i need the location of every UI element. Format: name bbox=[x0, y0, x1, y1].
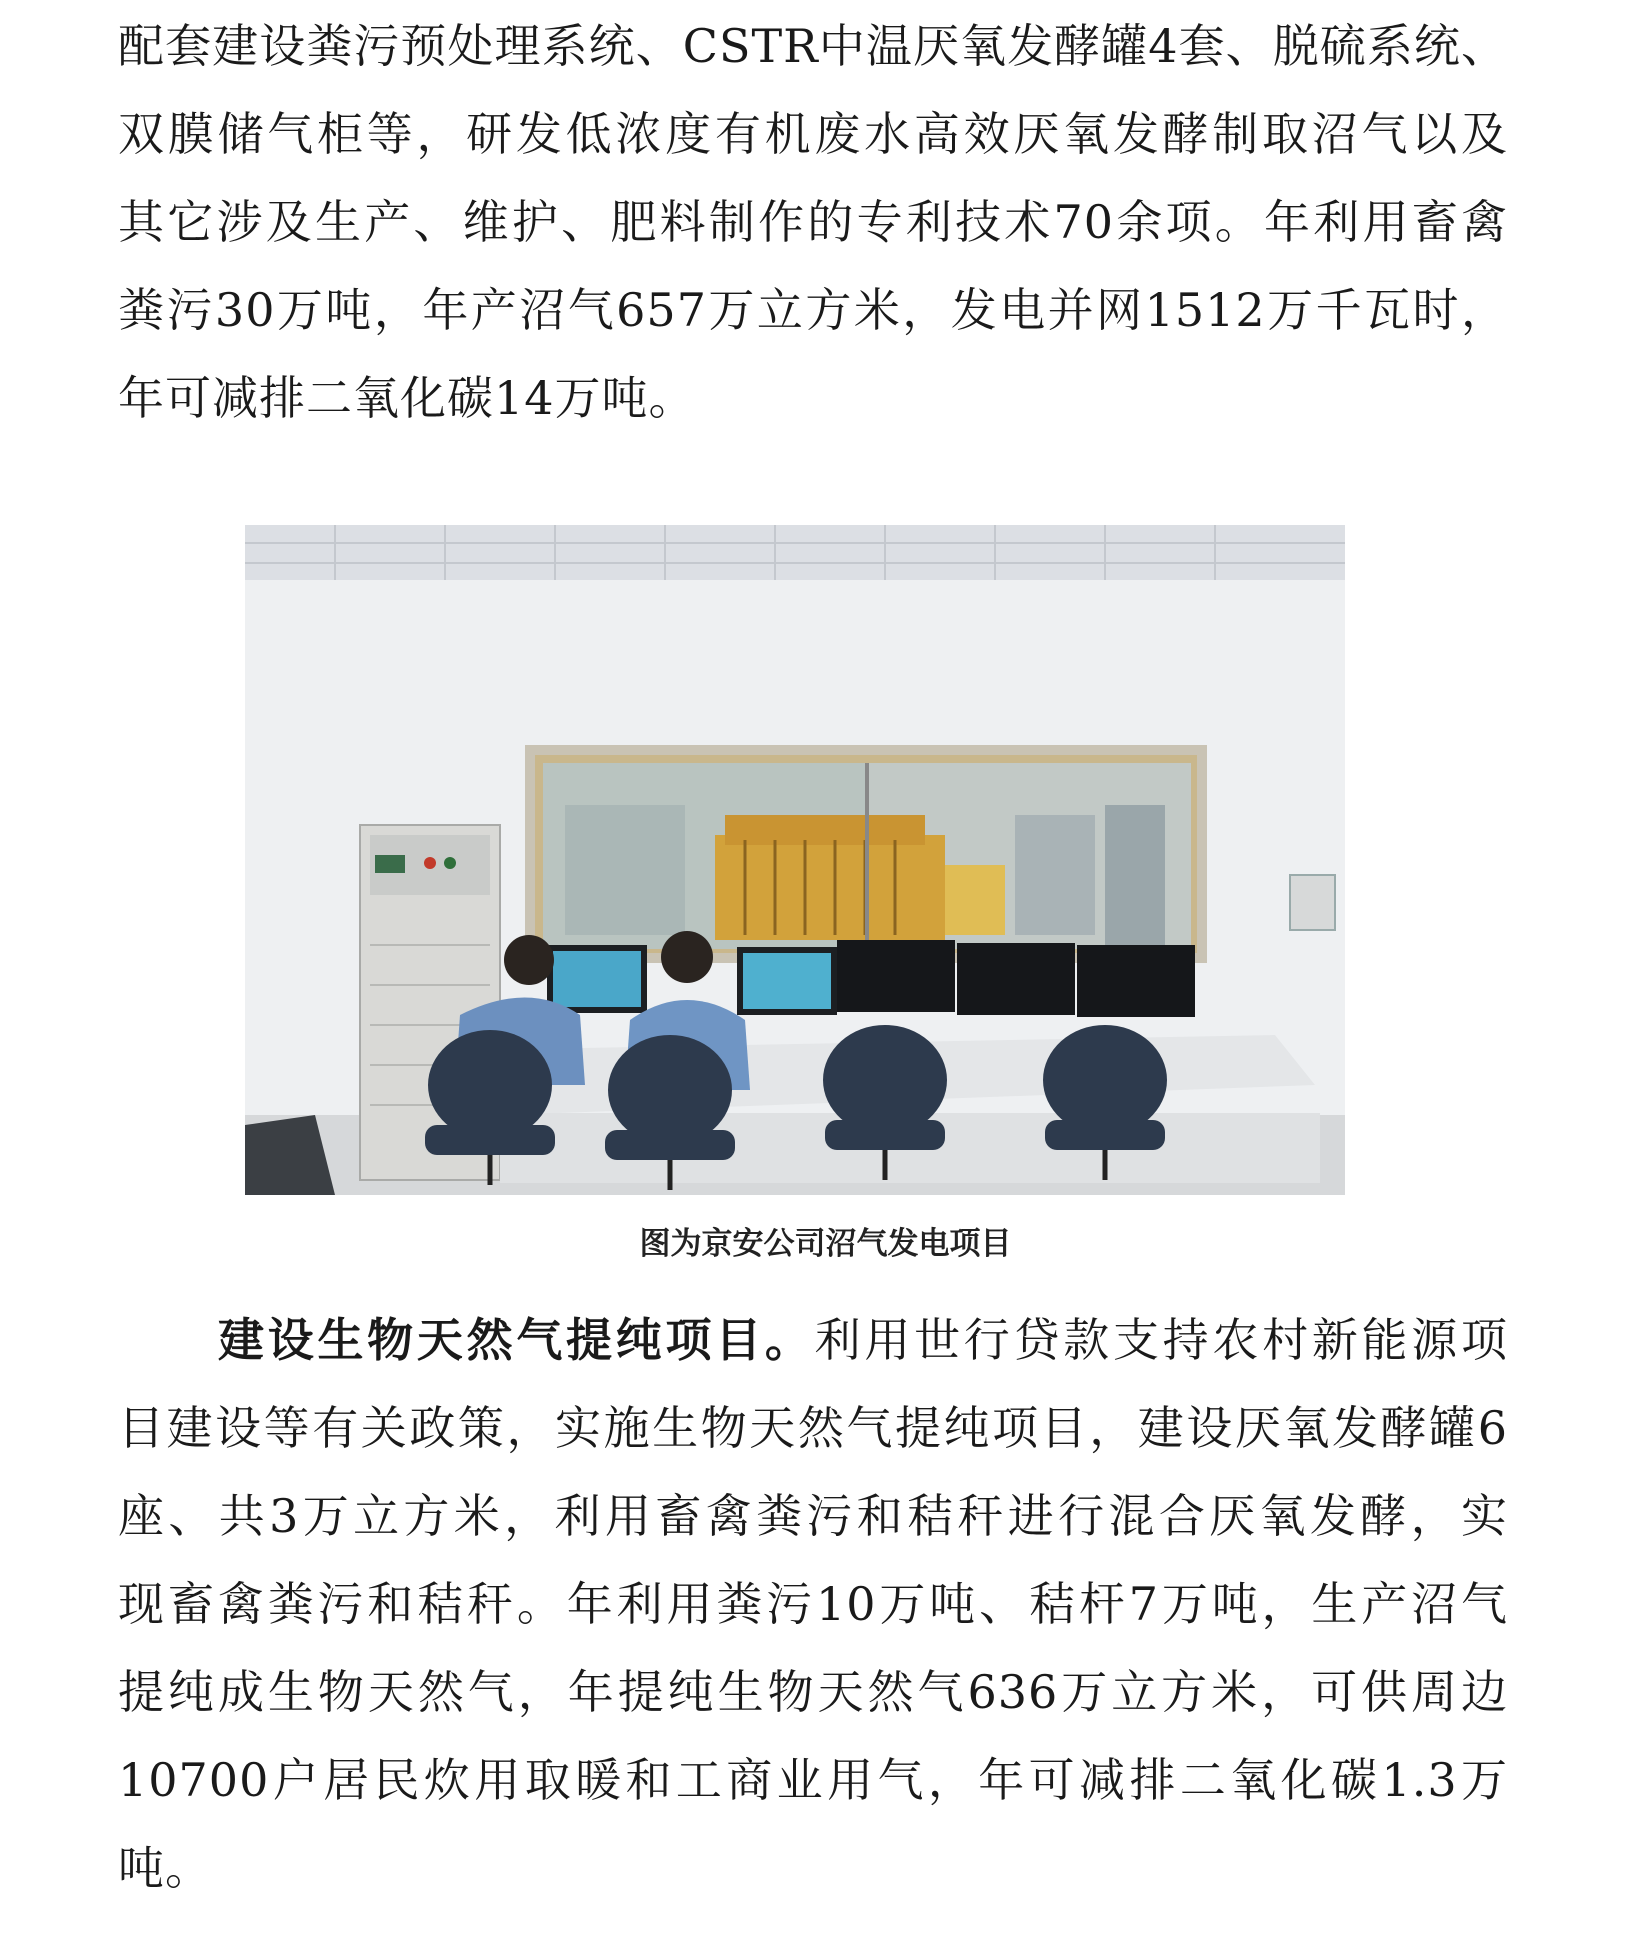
paragraph-1-line-5: 年可减排二氧化碳14万吨。 bbox=[118, 371, 696, 425]
control-room-photo bbox=[245, 525, 1345, 1195]
paragraph-2-line-6: 10700户居民炊用取暖和工商业用气，年可减排二氧化碳1.3万 bbox=[118, 1753, 1508, 1807]
paragraph-2-line-7: 吨。 bbox=[118, 1841, 212, 1895]
paragraph-2-line-4: 现畜禽粪污和秸秆。年利用粪污10万吨、秸杆7万吨，生产沼气 bbox=[118, 1577, 1508, 1631]
paragraph-2-line-3: 座、共3万立方米，利用畜禽粪污和秸秆进行混合厌氧发酵，实 bbox=[118, 1489, 1508, 1543]
paragraph-2-line-5: 提纯成生物天然气，年提纯生物天然气636万立方米，可供周边 bbox=[118, 1665, 1508, 1719]
section-heading: 建设生物天然气提纯项目。 bbox=[218, 1313, 815, 1367]
paragraph-1-line-2: 双膜储气柜等，研发低浓度有机废水高效厌氧发酵制取沼气以及 bbox=[118, 107, 1508, 161]
paragraph-1-line-4: 粪污30万吨，年产沼气657万立方米，发电并网1512万千瓦时， bbox=[118, 283, 1508, 337]
paragraph-1-line-3: 其它涉及生产、维护、肥料制作的专利技术70余项。年利用畜禽 bbox=[118, 195, 1508, 249]
paragraph-2-line-2: 目建设等有关政策，实施生物天然气提纯项目，建设厌氧发酵罐6 bbox=[118, 1401, 1508, 1455]
paragraph-1-line-1: 配套建设粪污预处理系统、CSTR中温厌氧发酵罐4套、脱硫系统、 bbox=[118, 19, 1508, 73]
figure-caption: 图为京安公司沼气发电项目 bbox=[639, 1226, 1012, 1262]
paragraph-2-line-1 bbox=[218, 1312, 1508, 1368]
paragraph-2-line-1-text: 利用世行贷款支持农村新能源项 bbox=[814, 1313, 1509, 1367]
